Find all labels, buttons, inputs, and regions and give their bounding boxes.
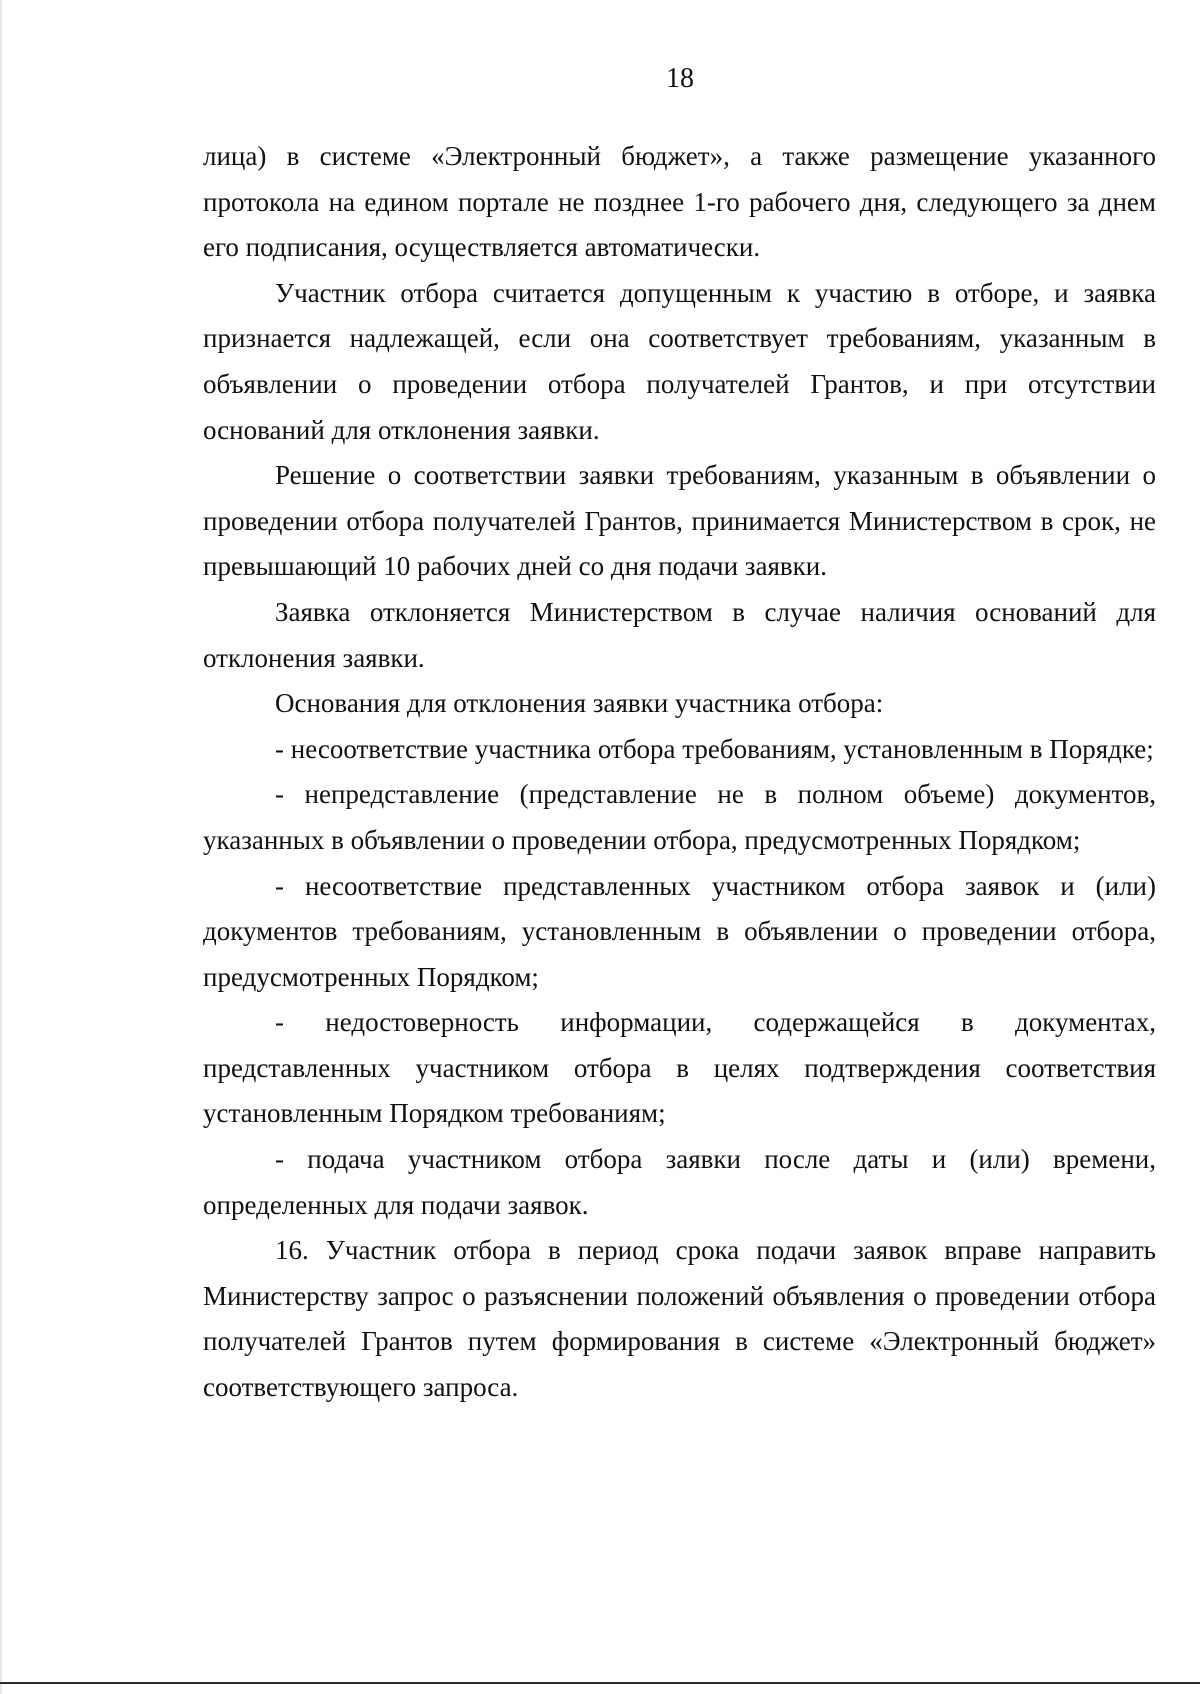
- list-item-ground-2: - непредставление (представление не в полном объеме) документов, указанных в объявлении о проведении отбора, предусмотренных Порядком;: [203, 779, 1156, 855]
- list-item-ground-4: - недостоверность информации, содержащейся в документах, представленных участником отбора в целях подтверждения соответствия установленным Порядком требованиям;: [203, 1007, 1156, 1129]
- paragraph-decision-deadline: Решение о соответствии заявки требованиям, указанным в объявлении о проведении отбора получателей Грантов, принимается Министерством в срок, не превышающий 10 рабочих дней со дня подачи заявки.: [203, 460, 1156, 582]
- paragraph-rejection-grounds-heading: Основания для отклонения заявки участника отбора:: [275, 688, 884, 719]
- paragraph-admission-criteria: Участник отбора считается допущенным к участию в отборе, и заявка признается надлежащей, если она соответствует требованиям, указанным в объявлении о проведении отбора получателей Грантов, и при отсутствии оснований для отклонения заявки.: [203, 277, 1156, 445]
- list-item-ground-5: - подача участником отбора заявки после даты и (или) времени, определенных для подачи заявок.: [203, 1144, 1156, 1220]
- paragraph-rejection: Заявка отклоняется Министерством в случае наличия оснований для отклонения заявки.: [203, 596, 1156, 673]
- scan-edge: [0, 0, 2, 1694]
- page-bottom-rule: [0, 1682, 1200, 1684]
- list-item-ground-1: - несоответствие участника отбора требованиям, установленным в Порядке;: [275, 733, 1154, 764]
- document-body: [203, 134, 1156, 1411]
- paragraph-protocol-publication: лица) в системе «Электронный бюджет», а также размещение указанного протокола на едином портале не позднее 1-го рабочего дня, следующего за днем его подписания, осуществляется автоматически.: [203, 141, 1156, 263]
- paragraph-clause-16: 16. Участник отбора в период срока подачи заявок вправе направить Министерству запрос о разъяснении положений объявления о проведении отбора получателей Грантов путем формирования в системе «Электронный бюджет» соответствующего запроса.: [203, 1235, 1156, 1403]
- list-item-ground-3: - несоответствие представленных участником отбора заявок и (или) документов требованиям, установленным в объявлении о проведении отбора, предусмотренных Порядком;: [203, 870, 1156, 992]
- page-number: 18: [666, 63, 694, 94]
